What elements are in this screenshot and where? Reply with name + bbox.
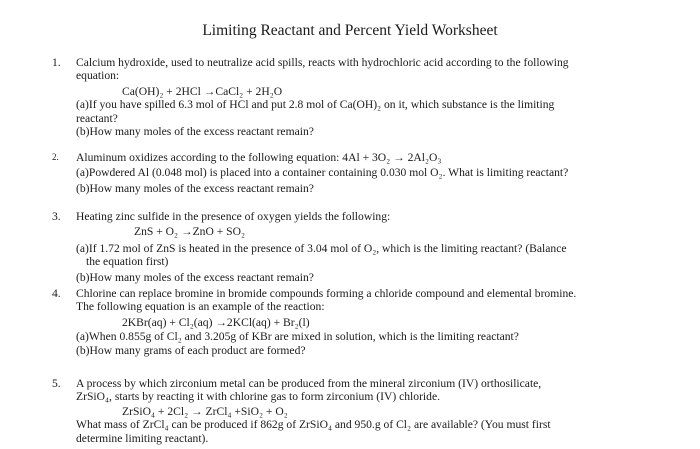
question-number: 2. <box>52 152 59 162</box>
question-text: Heating zinc sulfide in the presence of oxygen yields the following: <box>76 210 391 223</box>
part-b-text: (b)How many moles of the excess reactant remain? <box>76 181 314 195</box>
question-body <box>76 377 676 445</box>
question-number: 4. <box>52 287 61 300</box>
question-text: determine limiting reactant). <box>76 431 209 445</box>
question-number: 1. <box>52 56 61 69</box>
chemical-equation: Ca(OH)₂ + 2HCl →CaCl₂ + 2H₂O <box>122 84 283 98</box>
part-a-text: (a)Powdered Al (0.048 mol) is placed into a container containing 0.030 mol O₂. What is limiting reactant? <box>76 166 569 180</box>
question-text: ZrSiO₄, starts by reacting it with chlorine gas to form zirconium (IV) chloride. <box>76 390 440 404</box>
worksheet-title: Limiting Reactant and Percent Yield Worksheet <box>202 22 498 39</box>
question-body <box>76 56 676 138</box>
question-body <box>76 287 676 357</box>
part-b-text: (b)How many moles of the excess reactant remain? <box>76 270 314 284</box>
part-a-text: (a)When 0.855g of Cl₂ and 3.205g of KBr are mixed in solution, which is the limiting reactant? <box>76 330 519 344</box>
part-b-text: (b)How many grams of each product are formed? <box>76 343 306 357</box>
part-b-text: (b)How many moles of the excess reactant remain? <box>76 125 314 139</box>
question-text: What mass of ZrCl₄ can be produced if 862g of ZrSiO₄ and 950.g of Cl₂ are available? (You must first <box>76 418 551 432</box>
question-text: The following equation is an example of the reaction: <box>76 300 325 314</box>
question-text: Calcium hydroxide, used to neutralize acid spills, reacts with hydrochloric acid according to the following <box>76 56 569 69</box>
question-text: equation: <box>76 69 120 83</box>
chemical-equation: ZnS + O₂ →ZnO + SO₂ <box>134 225 246 239</box>
question-body <box>76 151 676 195</box>
question-body <box>76 210 676 284</box>
part-a-text: (a)If you have spilled 6.3 mol of HCl and put 2.8 mol of Ca(OH)₂ on it, which substance is the limiting <box>76 98 555 112</box>
chemical-equation: 2KBr(aq) + Cl₂(aq) →2KCl(aq) + Br₂(l) <box>122 315 310 329</box>
chemical-equation: ZrSiO₄ + 2Cl₂ → ZrCl₄ +SiO₂ + O₂ <box>122 404 288 418</box>
question-text: Aluminum oxidizes according to the following equation: 4Al + 3O₂ → 2Al₂O₃ <box>76 151 442 164</box>
part-a-text: reactant? <box>76 111 118 125</box>
question-number: 5. <box>52 377 61 390</box>
question-text: Chlorine can replace bromine in bromide compounds forming a chloride compound and elemental bromine. <box>76 287 577 300</box>
question-text: A process by which zirconium metal can be produced from the mineral zirconium (IV) orthosilicate, <box>76 377 542 390</box>
question-number: 3. <box>52 210 61 223</box>
part-a-text: the equation first) <box>86 255 169 269</box>
part-a-text: (a)If 1.72 mol of ZnS is heated in the presence of 3.04 mol of O₂, which is the limiting reactant? (Balance <box>76 241 567 255</box>
